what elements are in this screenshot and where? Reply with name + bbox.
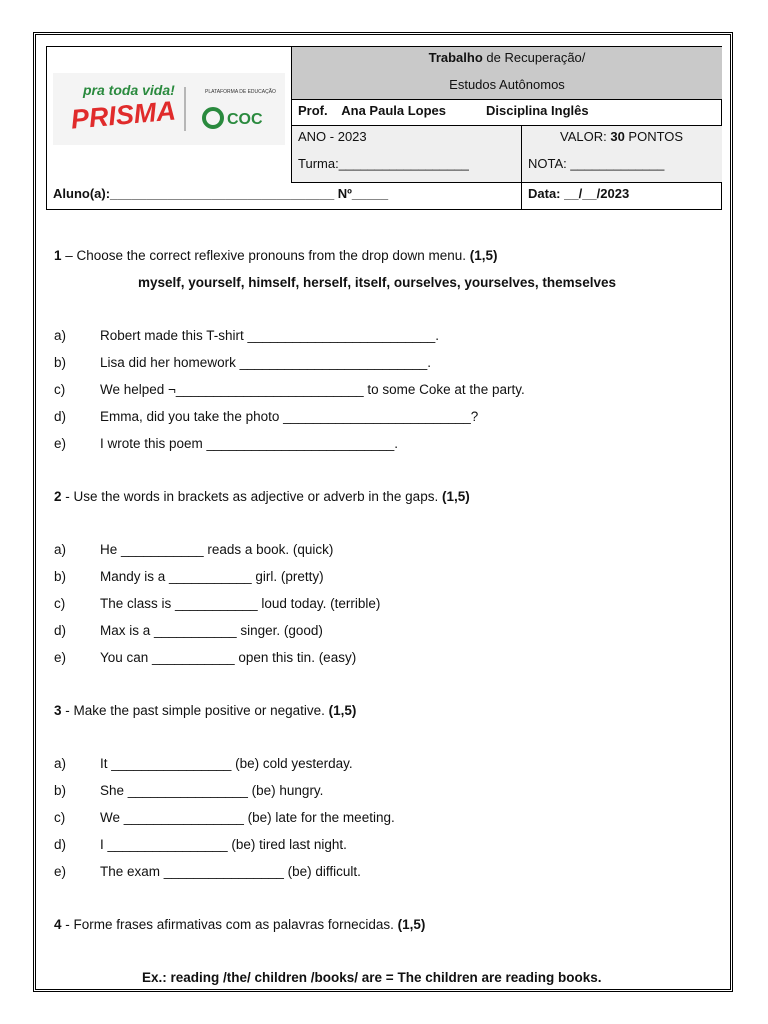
item-label: e)	[54, 436, 67, 451]
item-text: The class is ___________ loud today. (terrible)	[100, 596, 381, 611]
q1-heading	[54, 248, 498, 263]
ano: ANO - 2023	[298, 129, 367, 144]
discipline: Disciplina Inglês	[486, 103, 589, 118]
subtitle-cell	[292, 74, 722, 100]
item-label: d)	[54, 837, 67, 852]
q3-number: 3	[54, 703, 62, 718]
school-logo	[53, 73, 285, 145]
valor-unit: PONTOS	[624, 129, 684, 144]
q3-score: (1,5)	[328, 703, 357, 718]
valor-nota-cell	[522, 126, 722, 183]
item-label: c)	[54, 810, 66, 825]
q4-example: Ex.: reading /the/ children /books/ are = The children are reading books.	[142, 970, 602, 985]
logo-brand: PRISMA	[69, 95, 177, 135]
item-label: a)	[54, 542, 67, 557]
item-label: d)	[54, 409, 67, 424]
q2-number: 2	[54, 489, 62, 504]
prof-row	[292, 100, 722, 126]
nota-field: NOTA: _____________	[528, 156, 665, 171]
item-text: We helped ¬_________________________ to some Coke at the party.	[100, 382, 525, 397]
valor-value: 30	[610, 129, 625, 144]
item-text: He ___________ reads a book. (quick)	[100, 542, 334, 557]
q4-text: - Forme frases afirmativas com as palavras fornecidas.	[61, 917, 398, 932]
item-text: Emma, did you take the photo _________________________?	[100, 409, 479, 424]
logo-coc: COC	[227, 111, 263, 128]
q4-number: 4	[54, 917, 62, 932]
prof-name: Ana Paula Lopes	[341, 103, 446, 118]
item-text: She ________________ (be) hungry.	[100, 783, 324, 798]
item-text: You can ___________ open this tin. (easy)	[100, 650, 357, 665]
item-label: d)	[54, 623, 67, 638]
item-text: It ________________ (be) cold yesterday.	[100, 756, 353, 771]
logo-cell	[47, 47, 292, 183]
item-label: c)	[54, 382, 66, 397]
data-field: Data: __/__/2023	[528, 186, 630, 201]
item-text: Robert made this T-shirt _________________________.	[100, 328, 440, 343]
item-label: b)	[54, 783, 67, 798]
title-cell	[292, 47, 722, 74]
item-label: e)	[54, 650, 67, 665]
header-table	[46, 46, 722, 210]
coc-icon	[204, 109, 222, 127]
item-label: a)	[54, 756, 67, 771]
q3-text: - Make the past simple positive or negative.	[61, 703, 329, 718]
title-rest: de Recuperação/	[482, 50, 586, 65]
q3-heading	[54, 703, 356, 718]
item-text: Max is a ___________ singer. (good)	[100, 623, 323, 638]
item-label: b)	[54, 355, 67, 370]
item-label: a)	[54, 328, 67, 343]
item-text: We ________________ (be) late for the meeting.	[100, 810, 395, 825]
q2-text: - Use the words in brackets as adjective or adverb in the gaps.	[61, 489, 442, 504]
ano-turma-cell	[292, 126, 522, 183]
q1-text: – Choose the correct reflexive pronouns from the drop down menu.	[61, 248, 470, 263]
valor	[560, 129, 683, 144]
logo-graphic	[53, 73, 285, 145]
q2-score: (1,5)	[441, 489, 470, 504]
title-bold: Trabalho	[428, 50, 483, 65]
turma-field: Turma:__________________	[298, 156, 469, 171]
subtitle: Estudos Autônomos	[449, 77, 565, 92]
q1-score: (1,5)	[469, 248, 498, 263]
item-text: I ________________ (be) tired last night.	[100, 837, 347, 852]
prof-label: Prof.	[298, 103, 328, 118]
item-text: The exam ________________ (be) difficult.	[100, 864, 361, 879]
item-label: c)	[54, 596, 66, 611]
q4-heading	[54, 917, 425, 932]
q1-number: 1	[54, 248, 62, 263]
aluno-field: Aluno(a):_______________________________ Nº_____	[47, 183, 522, 210]
item-label: e)	[54, 864, 67, 879]
q4-score: (1,5)	[397, 917, 426, 932]
item-label: b)	[54, 569, 67, 584]
logo-slogan: pra toda vida!	[83, 82, 175, 98]
item-text: I wrote this poem _________________________.	[100, 436, 398, 451]
logo-platform: PLATAFORMA DE EDUCAÇÃO	[205, 89, 276, 95]
q2-heading	[54, 489, 470, 504]
q1-word-bank: myself, yourself, himself, herself, itself, ourselves, yourselves, themselves	[138, 275, 616, 290]
item-text: Mandy is a ___________ girl. (pretty)	[100, 569, 324, 584]
valor-label: VALOR:	[560, 129, 611, 144]
item-text: Lisa did her homework _________________________.	[100, 355, 432, 370]
